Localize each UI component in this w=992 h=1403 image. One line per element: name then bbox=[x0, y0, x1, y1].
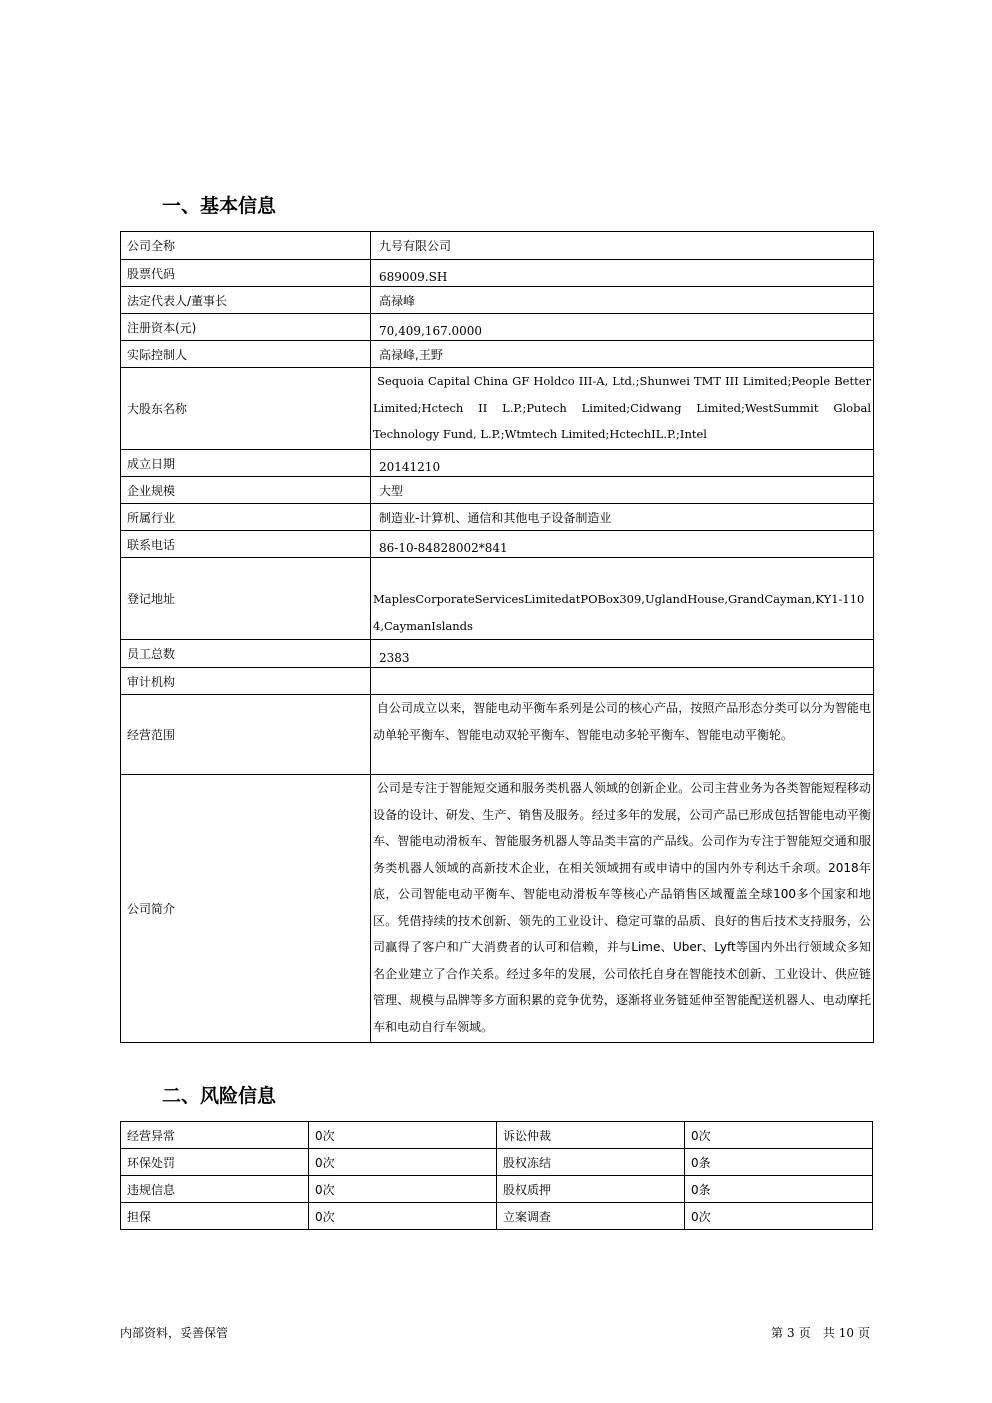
section-title-basic-info: 一、基本信息 bbox=[162, 195, 277, 217]
legal-rep-label: 法定代表人/董事长 bbox=[121, 287, 371, 314]
controller-value: 高禄峰,王野 bbox=[371, 341, 874, 368]
risk-info-table bbox=[120, 1121, 873, 1230]
table-row bbox=[121, 668, 874, 695]
controller-label: 实际控制人 bbox=[121, 341, 371, 368]
table-row bbox=[121, 504, 874, 531]
table-row bbox=[121, 314, 874, 341]
risk-value: 0次 bbox=[685, 1122, 873, 1149]
table-row bbox=[121, 450, 874, 477]
address-value: MaplesCorporateServicesLimitedatPOBox309,UglandHouse,GrandCayman,KY1-1104,CaymanIslands bbox=[371, 558, 874, 640]
risk-label: 立案调查 bbox=[497, 1203, 685, 1230]
table-row bbox=[121, 1203, 873, 1230]
section-title-risk-info: 二、风险信息 bbox=[162, 1085, 277, 1107]
risk-label: 经营异常 bbox=[121, 1122, 309, 1149]
table-row bbox=[121, 1149, 873, 1176]
table-row bbox=[121, 341, 874, 368]
industry-label: 所属行业 bbox=[121, 504, 371, 531]
risk-value: 0次 bbox=[685, 1203, 873, 1230]
table-row bbox=[121, 558, 874, 640]
intro-value: 公司是专注于智能短交通和服务类机器人领域的创新企业。公司主营业务为各类智能短程移动设备的设计、研发、生产、销售及服务。经过多年的发展，公司产品已形成包括智能电动平衡车、智能电动滑板车、智能服务机器人等品类丰富的产品线。公司作为专注于智能短交通和服务类机器人领域的高新技术企业，在相关领域拥有或申请中的国内外专利达千余项。2018年底，公司智能电动平衡车、智能电动滑板车等核心产品销售区域覆盖全球100多个国家和地区。凭借持续的技术创新、领先的工业设计、稳定可靠的品质、良好的售后技术支持服务，公司赢得了客户和广大消费者的认可和信赖，并与Lime、Uber、Lyft等国内外出行领域众多知名企业建立了合作关系。经过多年的发展，公司依托自身在智能技术创新、工业设计、供应链管理、规模与品牌等多方面积累的竞争优势，逐渐将业务链延伸至智能配送机器人、电动摩托车和电动自行车领域。 bbox=[371, 775, 874, 1043]
risk-value: 0次 bbox=[309, 1203, 497, 1230]
risk-value: 0次 bbox=[309, 1176, 497, 1203]
stock-code-value: 689009.SH bbox=[371, 260, 874, 287]
table-row bbox=[121, 477, 874, 504]
risk-label: 股权质押 bbox=[497, 1176, 685, 1203]
page-prefix: 第 bbox=[771, 1326, 784, 1340]
risk-value: 0次 bbox=[309, 1122, 497, 1149]
legal-rep-value: 高禄峰 bbox=[371, 287, 874, 314]
risk-label: 股权冻结 bbox=[497, 1149, 685, 1176]
employees-value: 2383 bbox=[371, 640, 874, 668]
page-suffix: 页 bbox=[857, 1326, 870, 1340]
scale-value: 大型 bbox=[371, 477, 874, 504]
company-name-value: 九号有限公司 bbox=[371, 232, 874, 260]
table-row bbox=[121, 260, 874, 287]
risk-label: 担保 bbox=[121, 1203, 309, 1230]
shareholders-value: Sequoia Capital China GF Holdco III-A, Ltd.;Shunwei TMT III Limited;People Better Limited;Hctech II L.P.;Putech Limited;Cidwang Limited;WestSummit Global Technology Fund, L.P.;Wtmtech Limited;HctechIL.P.;Intel bbox=[371, 368, 874, 450]
scope-value: 自公司成立以来，智能电动平衡车系列是公司的核心产品，按照产品形态分类可以分为智能电动单轮平衡车、智能电动双轮平衡车、智能电动多轮平衡车、智能电动平衡轮。 bbox=[371, 695, 874, 775]
reg-capital-label: 注册资本(元) bbox=[121, 314, 371, 341]
table-row bbox=[121, 1176, 873, 1203]
risk-label: 违规信息 bbox=[121, 1176, 309, 1203]
basic-info-table bbox=[120, 231, 874, 1043]
table-row bbox=[121, 368, 874, 450]
stock-code-label: 股票代码 bbox=[121, 260, 371, 287]
footer-confidential-note: 内部资料，妥善保管 bbox=[120, 1326, 229, 1340]
risk-label: 诉讼仲裁 bbox=[497, 1122, 685, 1149]
phone-value: 86-10-84828002*841 bbox=[371, 531, 874, 558]
table-row bbox=[121, 1122, 873, 1149]
risk-value: 0条 bbox=[685, 1176, 873, 1203]
employees-label: 员工总数 bbox=[121, 640, 371, 668]
table-row bbox=[121, 531, 874, 558]
footer-page-number bbox=[769, 1324, 872, 1341]
founded-label: 成立日期 bbox=[121, 450, 371, 477]
scope-label: 经营范围 bbox=[121, 695, 371, 775]
intro-label: 公司简介 bbox=[121, 775, 371, 1043]
phone-label: 联系电话 bbox=[121, 531, 371, 558]
auditor-value bbox=[371, 668, 874, 695]
scale-label: 企业规模 bbox=[121, 477, 371, 504]
table-row bbox=[121, 775, 874, 1043]
page-mid: 页 共 bbox=[798, 1326, 835, 1340]
reg-capital-value: 70,409,167.0000 bbox=[371, 314, 874, 341]
page-current: 3 bbox=[787, 1326, 795, 1340]
risk-value: 0条 bbox=[685, 1149, 873, 1176]
risk-value: 0次 bbox=[309, 1149, 497, 1176]
table-row bbox=[121, 232, 874, 260]
auditor-label: 审计机构 bbox=[121, 668, 371, 695]
table-row bbox=[121, 695, 874, 775]
shareholders-label: 大股东名称 bbox=[121, 368, 371, 450]
industry-value: 制造业-计算机、通信和其他电子设备制造业 bbox=[371, 504, 874, 531]
page-total: 10 bbox=[838, 1326, 854, 1340]
risk-label: 环保处罚 bbox=[121, 1149, 309, 1176]
table-row bbox=[121, 640, 874, 668]
founded-value: 20141210 bbox=[371, 450, 874, 477]
company-name-label: 公司全称 bbox=[121, 232, 371, 260]
table-row bbox=[121, 287, 874, 314]
address-label: 登记地址 bbox=[121, 558, 371, 640]
